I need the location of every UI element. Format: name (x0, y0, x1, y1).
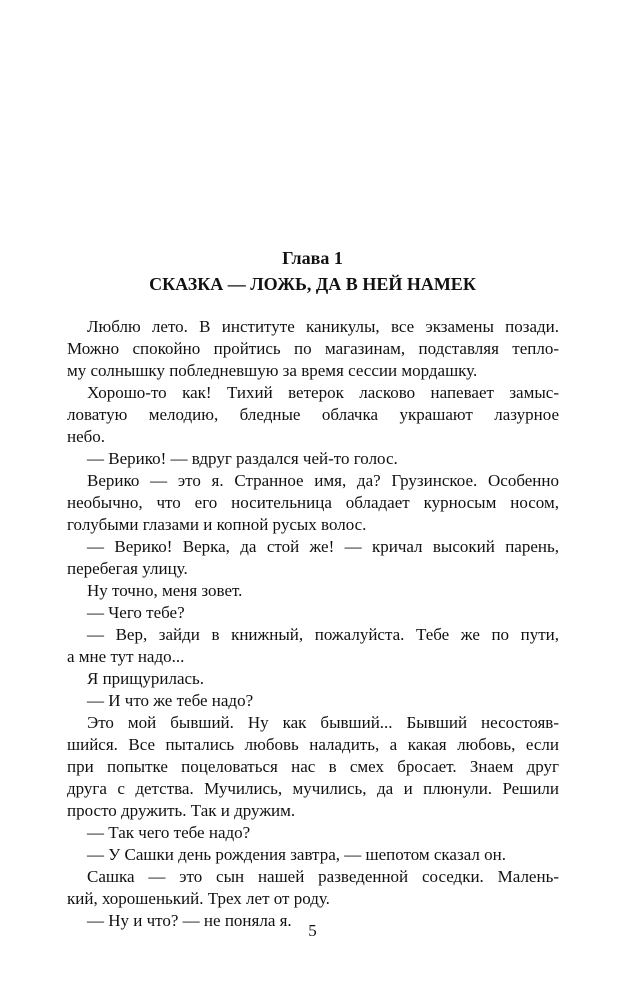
text-line (67, 800, 559, 822)
chapter-title: СКАЗКА — ЛОЖЬ, ДА В НЕЙ НАМЕК (149, 274, 476, 294)
text-fragment: ловатую мелодию, бледные облачка украшают лазурное (67, 405, 559, 424)
text-fragment: — Чего тебе? (87, 603, 185, 622)
text-line (67, 382, 559, 404)
text-fragment: — Так чего тебе надо? (87, 823, 251, 842)
text-line (67, 558, 559, 580)
text-fragment: необычно, что его носительница обладает курносым носом, (67, 493, 559, 512)
text-line (67, 536, 559, 558)
text-fragment: — У Сашки день рождения завтра, — шепотом сказал он. (87, 845, 506, 864)
text-line (67, 448, 559, 470)
text-line (67, 734, 559, 756)
text-line (67, 690, 559, 712)
text-fragment: Хорошо-то как! Тихий ветерок ласково напевает замыс- (87, 383, 559, 402)
text-line (67, 338, 559, 360)
text-fragment: друга с детства. Мучились, мучились, да и плюнули. Решили (67, 779, 559, 798)
text-fragment: Люблю лето. В институте каникулы, все экзамены позади. (87, 317, 559, 336)
chapter-body (67, 316, 559, 932)
text-line (67, 778, 559, 800)
text-line (67, 470, 559, 492)
text-fragment: му солнышку побледневшую за время сессии мордашку. (67, 361, 478, 380)
text-fragment: Верико — это я. Странное имя, да? Грузинское. Особенно (87, 471, 559, 490)
text-line (67, 712, 559, 734)
text-fragment: — Верико! Верка, да стой же! — кричал высокий парень, (87, 537, 559, 556)
chapter-number: Глава 1 (282, 248, 343, 268)
text-fragment: небо. (67, 427, 106, 446)
text-fragment: при попытке поцеловаться нас в смех бросает. Знаем друг (67, 757, 559, 776)
text-fragment: а мне тут надо... (67, 647, 185, 666)
text-fragment: просто дружить. Так и дружим. (67, 801, 296, 820)
text-line (67, 426, 559, 448)
text-line (67, 602, 559, 624)
text-fragment: голубыми глазами и копной русых волос. (67, 515, 367, 534)
text-line (67, 360, 559, 382)
text-line (67, 888, 559, 910)
text-fragment: Сашка — это сын нашей разведенной соседки. Малень- (87, 867, 559, 886)
text-line (67, 822, 559, 844)
text-line (67, 646, 559, 668)
text-fragment: Это мой бывший. Ну как бывший... Бывший несостояв- (87, 713, 559, 732)
text-line (67, 866, 559, 888)
text-fragment: — Ну и что? — не поняла я. (87, 911, 292, 930)
text-line (67, 624, 559, 646)
text-fragment: Можно спокойно пройтись по магазинам, подставляя тепло- (67, 339, 559, 358)
text-fragment: Ну точно, меня зовет. (87, 581, 243, 600)
page-number: 5 (308, 921, 317, 940)
text-fragment: перебегая улицу. (67, 559, 188, 578)
text-line (67, 492, 559, 514)
text-fragment: Я прищурилась. (87, 669, 205, 688)
text-line (67, 668, 559, 690)
text-fragment: — Вер, зайди в книжный, пожалуйста. Тебе же по пути, (87, 625, 559, 644)
text-fragment: шийся. Все пытались любовь наладить, а какая любовь, если (67, 735, 559, 754)
text-line (67, 514, 559, 536)
text-line (67, 404, 559, 426)
text-line (67, 756, 559, 778)
text-line (67, 580, 559, 602)
text-fragment: — И что же тебе надо? (87, 691, 254, 710)
text-line (67, 844, 559, 866)
text-line (67, 316, 559, 338)
text-fragment: — Верико! — вдруг раздался чей-то голос. (87, 449, 398, 468)
text-fragment: кий, хорошенький. Трех лет от роду. (67, 889, 330, 908)
